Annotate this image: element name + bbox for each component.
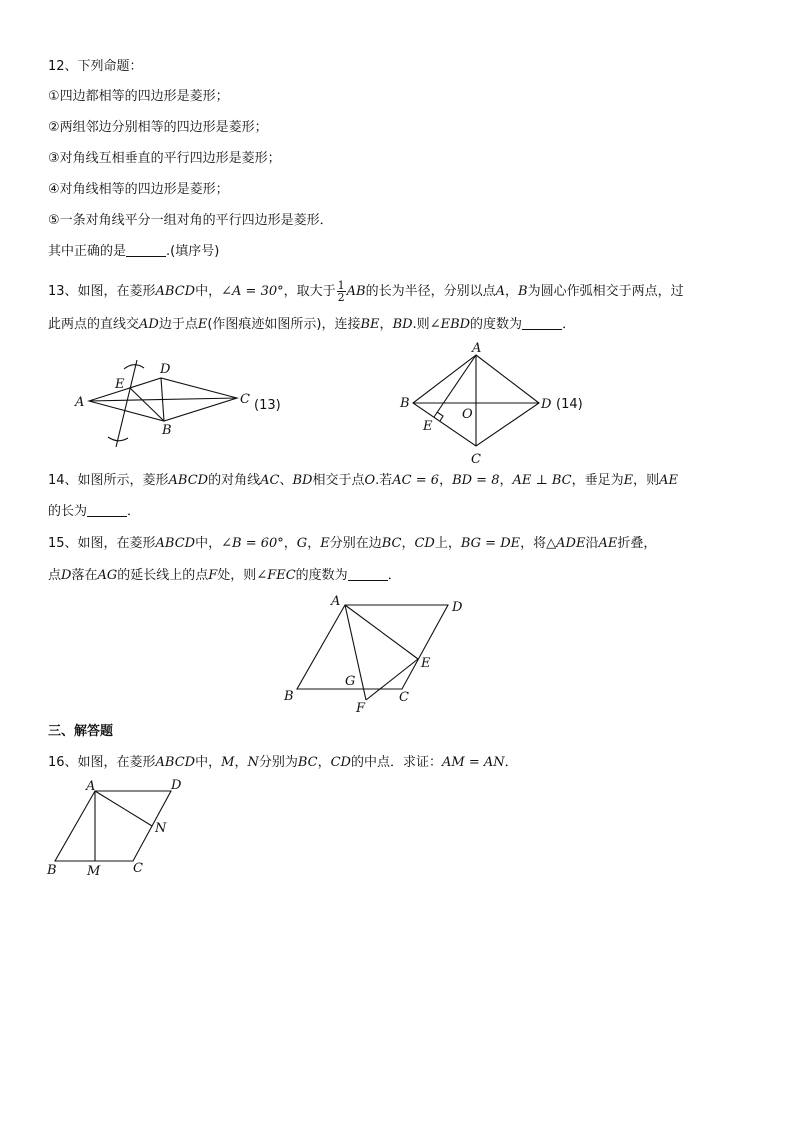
label-b-14: B	[400, 396, 410, 411]
label-o-14: O	[462, 407, 473, 422]
arc-mark-top	[124, 365, 144, 369]
label-c-16: C	[133, 861, 143, 876]
label-d-13: D	[160, 362, 171, 377]
q13-line-2: 此两点的直线交AD边于点E(作图痕迹如图所示)，连接BE，BD.则∠EBD的度数为 ．	[48, 317, 576, 332]
label-a-16: A	[86, 779, 96, 794]
label-c-14: C	[471, 452, 481, 467]
q16-line-1: 16、如图，在菱形ABCD中，M，N分别为BC，CD的中点．求证：AM = AN．	[48, 755, 518, 770]
segment-an-16	[95, 791, 152, 826]
segment-ae-15	[345, 605, 418, 659]
q12-option-4: ④对角线相等的四边形是菱形；	[48, 182, 229, 197]
label-b-15: B	[284, 689, 294, 704]
rhombus-15	[297, 605, 448, 689]
figure-tag-13: (13)	[254, 398, 281, 413]
label-c-15: C	[399, 690, 409, 705]
q12-option-2: ②两组邻边分别相等的四边形是菱形；	[48, 120, 268, 135]
label-b-16: B	[47, 863, 57, 878]
label-a-13: A	[75, 395, 85, 410]
figure-15	[297, 605, 448, 700]
q12-ask: 其中正确的是 .(填序号)	[48, 244, 220, 259]
perpendicular-bisector-13	[116, 360, 137, 447]
label-n-16: N	[155, 821, 167, 836]
label-b-13: B	[162, 423, 172, 438]
q12-option-3: ③对角线互相垂直的平行四边形是菱形；	[48, 151, 281, 166]
label-f-15: F	[356, 701, 366, 716]
q15-line-1: 15、如图，在菱形ABCD中，∠B = 60°，G，E分别在边BC，CD上，BG = DE，将△ADE沿AE折叠，	[48, 536, 657, 551]
figure-16	[55, 791, 171, 861]
label-e-13: E	[115, 377, 125, 392]
label-m-16: M	[87, 864, 101, 879]
section-heading: 三、解答题	[48, 724, 114, 739]
q13-line-1: 13、如图，在菱形ABCD中，∠A = 30°，取大于 $\frac{1}{2}$ AB的长为半径，分别以点A，B为圆心作弧相交于两点，过	[48, 279, 684, 304]
label-d-15: D	[452, 600, 463, 615]
q12-option-1: ①四边都相等的四边形是菱形；	[48, 89, 229, 104]
label-a-14: A	[472, 341, 482, 356]
figure-tag-14: (14)	[556, 397, 583, 412]
label-g-15: G	[345, 674, 356, 689]
segment-fe-15	[366, 659, 418, 700]
q15-line-2: 点D落在AG的延长线上的点F处，则∠FEC的度数为 ．	[48, 568, 401, 583]
q12-option-5: ⑤一条对角线平分一组对角的平行四边形是菱形．	[48, 213, 333, 228]
label-c-13: C	[240, 392, 250, 407]
q14-line-2: 的长为 ．	[48, 504, 141, 519]
label-e-15: E	[421, 656, 431, 671]
fraction: $\frac{1}{2}$	[337, 279, 345, 304]
label-d-16: D	[171, 778, 182, 793]
label-d-14: D	[541, 397, 552, 412]
label-e-14: E	[423, 419, 433, 434]
q12-stem: 12、下列命题：	[48, 59, 143, 74]
q14-line-1: 14、如图所示，菱形ABCD的对角线AC、BD相交于点O.若AC = 6，BD = 8，AE ⊥ BC，垂足为E，则AE	[48, 473, 679, 488]
label-a-15: A	[331, 594, 341, 609]
